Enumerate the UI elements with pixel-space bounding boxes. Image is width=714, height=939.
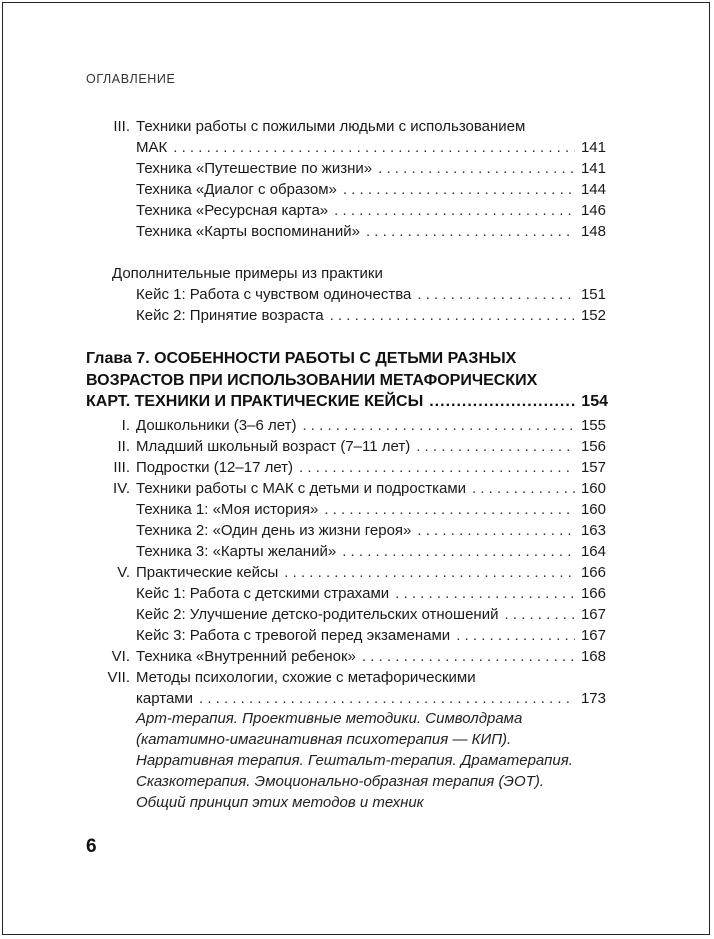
toc-entry-iii[interactable] (96, 116, 606, 137)
roman-numeral: V. (117, 564, 130, 581)
chapter-title-line-last (86, 391, 608, 413)
chapter-title-line: Глава 7. ОСОБЕННОСТИ РАБОТЫ С ДЕТЬМИ РАЗНЫХ (86, 350, 517, 367)
dot-leader (299, 457, 575, 478)
toc-entry-text: Кейс 3: Работа с тревогой перед экзаменами (136, 627, 451, 644)
dot-leader (173, 137, 575, 158)
toc-entry[interactable] (136, 305, 606, 326)
toc-entry-text: картами (136, 690, 193, 707)
running-header: ОГЛАВЛЕНИЕ (86, 72, 176, 86)
toc-entry-text: Практические кейсы (136, 564, 279, 581)
toc-page-number: 144 (580, 181, 606, 198)
roman-numeral: I. (121, 417, 130, 434)
toc-entry-iii[interactable] (96, 457, 606, 478)
toc-entry-vi[interactable] (96, 646, 606, 667)
dot-leader (378, 158, 575, 179)
toc-page-number: 167 (580, 627, 606, 644)
roman-numeral: III. (113, 118, 130, 135)
toc-entry-vii-cont[interactable] (136, 688, 606, 709)
toc-page-number: 157 (580, 459, 606, 476)
toc-entry-text: Техника «Ресурсная карта» (136, 202, 329, 219)
dot-leader (366, 221, 575, 242)
roman-numeral: III. (113, 459, 130, 476)
toc-entry-text: Методы психологии, схожие с метафорическими (136, 669, 476, 686)
toc-page-number: 148 (580, 223, 606, 240)
roman-numeral: IV. (113, 480, 130, 497)
toc-page-number: 141 (580, 139, 606, 156)
toc-entry[interactable] (136, 583, 606, 604)
toc-entry[interactable] (136, 499, 606, 520)
toc-page-number: 151 (580, 286, 606, 303)
toc-page-number: 166 (580, 585, 606, 602)
dot-leader (362, 646, 575, 667)
roman-numeral: VI. (111, 648, 130, 665)
dot-leader (456, 625, 575, 646)
toc-entry-text: Младший школьный возраст (7–11 лет) (136, 438, 411, 455)
toc-entry-text: Кейс 2: Принятие возраста (136, 307, 324, 324)
toc-entry[interactable] (136, 158, 606, 179)
toc-entry-text: Кейс 1: Работа с детскими страхами (136, 585, 390, 602)
toc-entry-vii[interactable] (96, 667, 606, 688)
chapter-title-text: КАРТ. ТЕХНИКИ И ПРАКТИЧЕСКИЕ КЕЙСЫ (86, 393, 424, 410)
toc-entry-text: Техники работы с пожилыми людьми с использованием (136, 118, 526, 135)
toc-page-number: 141 (580, 160, 606, 177)
dot-leader (342, 541, 575, 562)
toc-entry-text: Техники работы с МАК с детьми и подростками (136, 480, 467, 497)
toc-page-number: 168 (580, 648, 606, 665)
toc-page-number: 146 (580, 202, 606, 219)
toc-entry-text: Подростки (12–17 лет) (136, 459, 294, 476)
toc-entry-text: Кейс 2: Улучшение детско-родительских отношений (136, 606, 499, 623)
dot-leader (416, 436, 575, 457)
toc-page-number: 160 (580, 480, 606, 497)
toc-page-number: 160 (580, 501, 606, 518)
toc-entry[interactable] (136, 541, 606, 562)
toc-page-number: 163 (580, 522, 606, 539)
subtopics-line: Арт-терапия. Проективные методики. Символдрама (136, 710, 523, 727)
toc-page-number: 155 (580, 417, 606, 434)
chapter-title-line: ВОЗРАСТОВ ПРИ ИСПОЛЬЗОВАНИИ МЕТАФОРИЧЕСКИХ (86, 371, 538, 389)
dot-leader (472, 478, 575, 499)
dot-leader (199, 688, 575, 709)
toc-page-number: 156 (580, 438, 606, 455)
toc-subsection-title[interactable] (112, 263, 606, 284)
toc-page-number: 167 (580, 606, 606, 623)
toc-entry[interactable] (136, 520, 606, 541)
toc-entry-iv[interactable] (96, 478, 606, 499)
subtopics-line: Сказкотерапия. Эмоционально-образная терапия (ЭОТ). (136, 773, 545, 790)
chapter-page-number: 154 (581, 393, 608, 410)
toc-entry-text: Дошкольники (3–6 лет) (136, 417, 297, 434)
toc-entry-text: Техника 2: «Один день из жизни героя» (136, 522, 412, 539)
dot-leader (343, 179, 575, 200)
toc-entry-text: Техника «Путешествие по жизни» (136, 160, 373, 177)
roman-numeral: VII. (107, 669, 130, 686)
dot-leader (334, 200, 575, 221)
dot-leader (429, 391, 575, 413)
dot-leader (302, 415, 575, 436)
toc-page-number: 173 (580, 690, 606, 707)
page-number: 6 (86, 836, 97, 857)
toc-page-number: 164 (580, 543, 606, 560)
toc-entry-text: Техника «Диалог с образом» (136, 181, 337, 198)
dot-leader (417, 284, 575, 305)
toc-entry-text: Техника 3: «Карты желаний» (136, 543, 337, 560)
chapter-heading[interactable] (86, 348, 608, 413)
toc-page-number: 152 (580, 307, 606, 324)
subtopics-list (136, 708, 606, 813)
toc-entry[interactable] (136, 284, 606, 305)
dot-leader (330, 305, 575, 326)
dot-leader (395, 583, 575, 604)
toc-page-number: 166 (580, 564, 606, 581)
toc-entry[interactable] (136, 200, 606, 221)
dot-leader (504, 604, 575, 625)
toc-entry-text: Дополнительные примеры из практики (112, 265, 383, 282)
subtopics-line: Общий принцип этих методов и техник (136, 794, 424, 811)
toc-entry-i[interactable] (96, 415, 606, 436)
toc-entry-text: Техника «Внутренний ребенок» (136, 648, 356, 665)
dot-leader (324, 499, 575, 520)
toc-entry-text: МАК (136, 139, 168, 156)
toc-entry-text: Техника 1: «Моя история» (136, 501, 319, 518)
toc-entry[interactable] (136, 221, 606, 242)
toc-entry-v[interactable] (96, 562, 606, 583)
dot-leader (284, 562, 575, 583)
toc-entry[interactable] (136, 625, 606, 646)
subtopics-line: Нарративная терапия. Гештальт-терапия. Драматерапия. (136, 752, 573, 769)
roman-numeral: II. (117, 438, 130, 455)
toc-entry[interactable] (136, 179, 606, 200)
toc-entry-text: Кейс 1: Работа с чувством одиночества (136, 286, 412, 303)
dot-leader (417, 520, 575, 541)
toc-entry-text: Техника «Карты воспоминаний» (136, 223, 360, 240)
toc-entry-ii[interactable] (96, 436, 606, 457)
subtopics-line: (кататимно-имагинативная психотерапия — КИП). (136, 731, 512, 748)
toc-entry-iii-cont[interactable] (136, 137, 606, 158)
toc-entry[interactable] (136, 604, 606, 625)
